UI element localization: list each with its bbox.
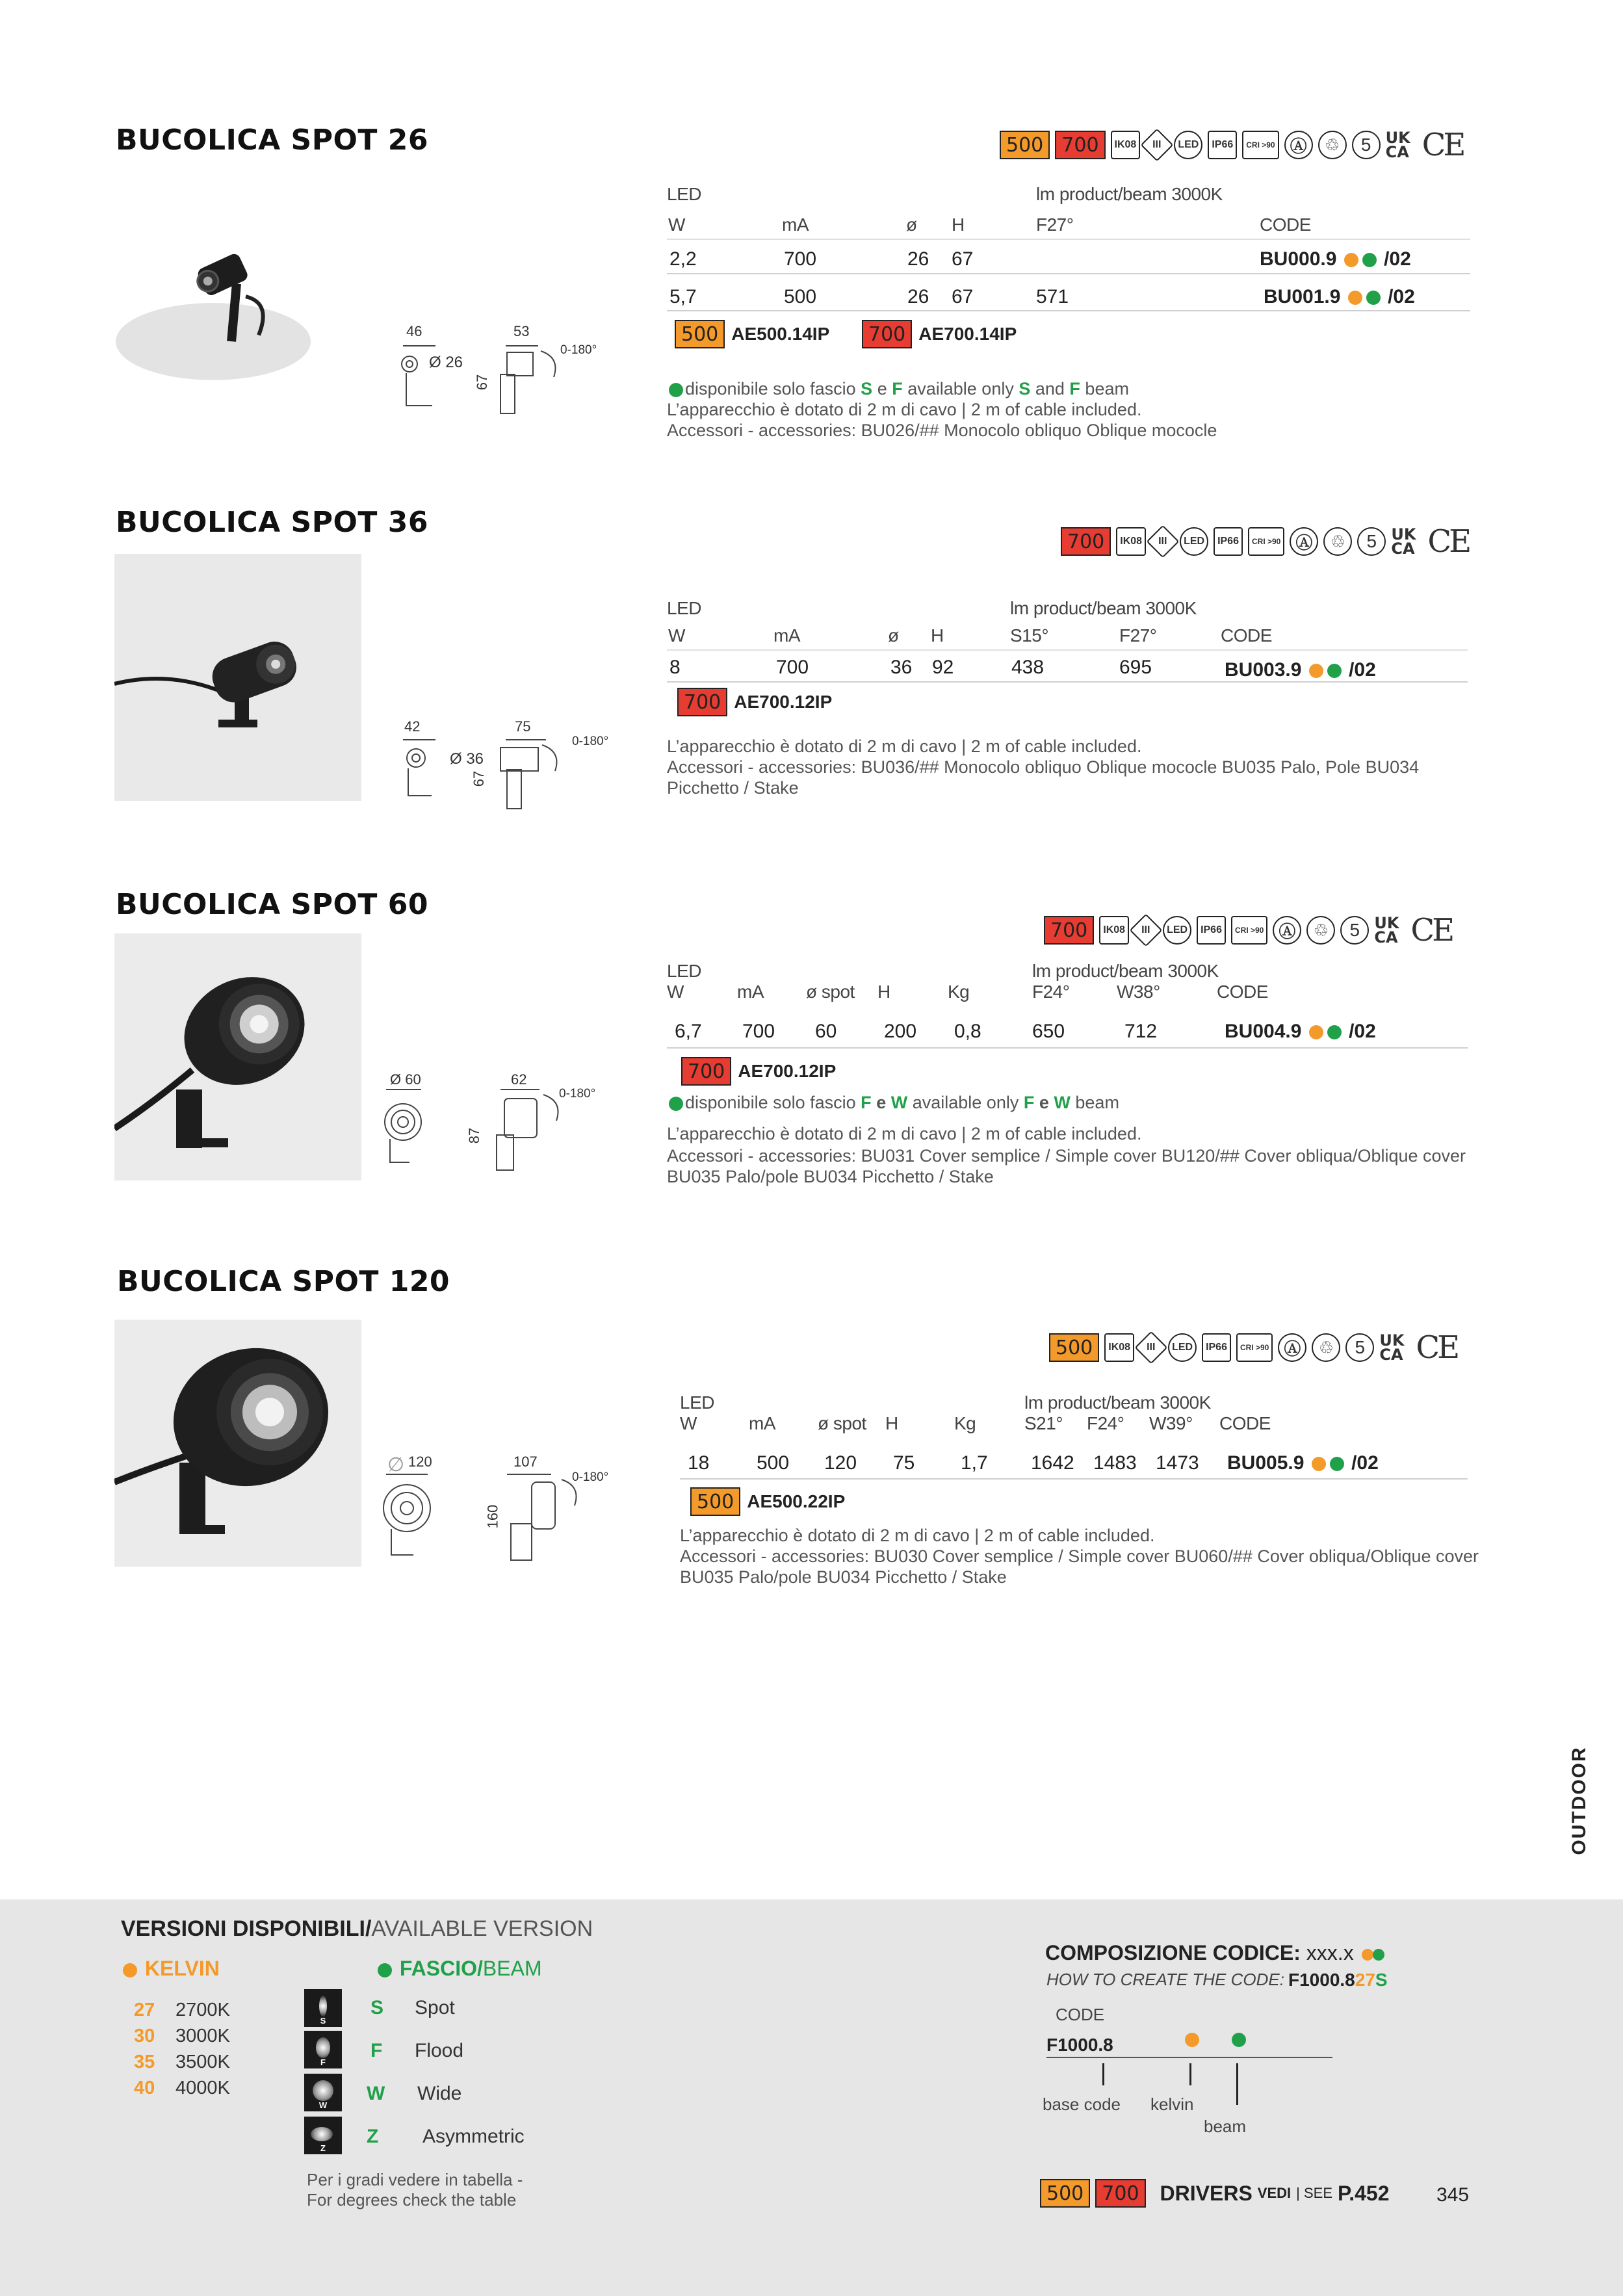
driver-badge-700: 700 <box>1095 2179 1145 2208</box>
warranty-5-icon: 5 <box>1340 916 1369 945</box>
cable-note: L’apparecchio è dotato di 2 m di cavo | 2 m of cable included. <box>667 737 1142 756</box>
dim-d: 160 <box>484 1504 501 1529</box>
beam-dot <box>1327 1025 1342 1039</box>
recycle-icon: ♲ <box>1312 1333 1340 1362</box>
driver-code: 700 AE700.12IP <box>677 688 832 716</box>
cell-f27: 695 <box>1119 657 1152 678</box>
beam-item: W Wide <box>367 2083 462 2104</box>
base-code-tick <box>1102 2063 1104 2085</box>
col-h: H <box>931 625 944 646</box>
cell-ma: 500 <box>784 286 817 307</box>
dim-a: 46 <box>406 323 422 339</box>
accessories-note-cont: BU035 Palo/pole BU034 Picchetto / Stake <box>667 1167 994 1186</box>
accessories-note: Accessori - accessories: BU031 Cover semplice / Simple cover BU120/## Cover obliqua/Oblique cover <box>667 1146 1466 1166</box>
kelvin-item: 40 4000K <box>134 2078 230 2098</box>
led-icon: LED <box>1174 131 1202 159</box>
product-photo <box>114 554 361 801</box>
cell-diameter: 26 <box>907 286 929 307</box>
ik08-icon: IK08 <box>1099 916 1129 945</box>
cell-s21: 1642 <box>1031 1452 1074 1474</box>
col-h: H <box>952 215 965 235</box>
col-code: CODE <box>1219 1413 1271 1433</box>
col-h: H <box>877 982 890 1002</box>
accessories-note: Accessori - accessories: BU036/## Monocolo obliquo Oblique mococle BU035 Palo, Pole BU034 <box>667 757 1420 777</box>
ukca-icon: UK CA <box>1391 525 1416 558</box>
col-w: W <box>668 625 685 646</box>
dimension-drawing <box>390 715 611 832</box>
beam-tick <box>1236 2063 1238 2105</box>
class-iii-icon: III <box>1135 1331 1168 1364</box>
spec-badges <box>1049 1330 1457 1365</box>
cell-diameter: 36 <box>890 657 913 678</box>
beam-dot <box>669 1097 683 1111</box>
warranty-5-icon: 5 <box>1345 1333 1374 1362</box>
energy-a-icon: Ⓐ <box>1290 527 1318 556</box>
row-rule <box>680 1478 1468 1480</box>
col-ma: mA <box>749 1413 775 1433</box>
kelvin-caption: kelvin <box>1150 2094 1194 2114</box>
col-w38: W38° <box>1117 982 1160 1002</box>
kelvin-heading: KELVIN <box>121 1957 220 1981</box>
beam-flood-swatch: F <box>304 2031 342 2068</box>
beam-item: Z Asymmetric <box>367 2126 525 2147</box>
product-title: BUCOLICA SPOT 26 <box>116 124 428 157</box>
kelvin-dot <box>1185 2033 1199 2047</box>
cell-s15: 438 <box>1011 657 1045 678</box>
ce-icon: CE <box>1427 523 1470 560</box>
how-to-label: HOW TO CREATE THE CODE: <box>1046 1970 1284 1989</box>
cri-icon: CRI >90 <box>1231 916 1267 945</box>
cell-w38: 712 <box>1124 1021 1158 1042</box>
ik08-icon: IK08 <box>1104 1333 1134 1362</box>
accessories-note: Accessori - accessories: BU026/## Monocolo obliquo Oblique mococle <box>667 421 1217 440</box>
beam-dot <box>378 1963 392 1977</box>
dim-b: 62 <box>511 1071 527 1088</box>
beam-dot <box>1327 664 1342 678</box>
spec-badges <box>1000 127 1463 163</box>
kelvin-dot <box>1309 1025 1323 1039</box>
beam-dot <box>1330 1457 1344 1471</box>
cell-h: 67 <box>952 286 974 307</box>
accessories-note: Accessori - accessories: BU030 Cover semplice / Simple cover BU060/## Cover obliqua/Oblique cover <box>680 1546 1479 1566</box>
row-rule <box>667 1047 1468 1049</box>
kelvin-dot <box>1309 664 1323 678</box>
code-underline <box>1046 2057 1332 2058</box>
cell-code: BU003.9 /02 <box>1225 659 1376 681</box>
dim-a: 120 <box>408 1454 432 1470</box>
cable-note: L’apparecchio è dotato di 2 m di cavo | 2 m of cable included. <box>667 1124 1142 1143</box>
ce-icon: CE <box>1416 1329 1458 1366</box>
cell-diameter-spot: 60 <box>815 1021 837 1042</box>
product-photo <box>116 181 363 425</box>
dim-c: Ø 36 <box>450 750 484 768</box>
warranty-5-icon: 5 <box>1352 131 1381 159</box>
beam-availability-note: disponibile solo fascio S e F available only S and F beam <box>667 378 1129 400</box>
beam-wide-swatch: W <box>304 2074 342 2111</box>
dim-a-icon-diameter: ∅ <box>387 1454 405 1476</box>
cell-h: 92 <box>932 657 954 678</box>
beam-item: S Spot <box>370 1997 455 2018</box>
cell-code: BU005.9 /02 <box>1227 1452 1379 1474</box>
recycle-icon: ♲ <box>1318 131 1347 159</box>
cell-ma: 500 <box>757 1452 790 1474</box>
example-code: F1000.827S <box>1288 1970 1388 1990</box>
dim-d: 67 <box>471 770 487 787</box>
row-rule <box>667 273 1470 274</box>
ukca-icon: UK CA <box>1385 129 1410 161</box>
ukca-icon: UK CA <box>1374 914 1399 946</box>
dim-d: 87 <box>466 1127 483 1144</box>
col-diameter: ø <box>888 625 899 646</box>
dim-b: 53 <box>513 323 530 339</box>
cell-f27: 571 <box>1036 286 1069 307</box>
beam-asymmetric-swatch: Z <box>304 2117 342 2154</box>
dim-e: 0-180° <box>560 343 597 357</box>
cell-diameter-spot: 120 <box>824 1452 857 1474</box>
recycle-icon: ♲ <box>1306 916 1335 945</box>
driver-badge-500: 500 <box>1000 131 1050 159</box>
col-code: CODE <box>1260 215 1311 235</box>
col-f27: F27° <box>1036 215 1074 235</box>
ip66-icon: IP66 <box>1208 131 1237 159</box>
beam-dot <box>1373 1949 1384 1961</box>
col-h: H <box>885 1413 898 1433</box>
class-iii-icon: III <box>1147 525 1180 558</box>
cell-w39: 1473 <box>1156 1452 1199 1474</box>
col-kg: Kg <box>948 982 970 1002</box>
kelvin-dot <box>123 1963 137 1977</box>
lumen-group-header: lm product/beam 3000K <box>1036 184 1223 204</box>
dim-b: 107 <box>513 1454 538 1470</box>
product-title: BUCOLICA SPOT 60 <box>116 888 428 921</box>
dim-d: 67 <box>474 374 491 391</box>
col-f27: F27° <box>1119 625 1157 646</box>
ce-icon: CE <box>1422 127 1464 163</box>
dim-b: 75 <box>515 718 531 735</box>
beam-dot <box>669 383 683 397</box>
cell-ma: 700 <box>742 1021 775 1042</box>
cell-w: 8 <box>669 657 681 678</box>
cell-w: 5,7 <box>669 286 697 307</box>
composition-title: COMPOSIZIONE CODICE: xxx.x <box>1045 1941 1386 1965</box>
cell-h: 67 <box>952 248 974 270</box>
col-code: CODE <box>1217 982 1268 1002</box>
page-reference-link[interactable]: P.452 <box>1338 2181 1390 2205</box>
driver-badge-500: 500 <box>1040 2179 1090 2208</box>
cable-note: L’apparecchio è dotato di 2 m di cavo | 2 m of cable included. <box>680 1526 1155 1545</box>
col-ma: mA <box>773 625 800 646</box>
col-ma: mA <box>737 982 764 1002</box>
cell-ma: 700 <box>784 248 817 270</box>
product-title: BUCOLICA SPOT 120 <box>117 1265 450 1298</box>
cell-w: 6,7 <box>675 1021 702 1042</box>
beam-caption: beam <box>1204 2117 1247 2136</box>
driver-badge-700: 700 <box>1044 916 1094 945</box>
energy-a-icon: Ⓐ <box>1273 916 1301 945</box>
col-ma: mA <box>782 215 809 235</box>
cable-note: L’apparecchio è dotato di 2 m di cavo | 2 m of cable included. <box>667 400 1142 419</box>
lumen-group-header: lm product/beam 3000K <box>1010 598 1197 618</box>
col-w: W <box>680 1413 697 1433</box>
ik08-icon: IK08 <box>1111 131 1141 159</box>
spec-badges <box>1061 524 1469 559</box>
cell-code: BU004.9 /02 <box>1225 1021 1376 1042</box>
col-f24: F24° <box>1087 1413 1124 1433</box>
beam-spot-swatch: S <box>304 1989 342 2027</box>
cell-h: 200 <box>884 1021 917 1042</box>
cell-f24: 650 <box>1032 1021 1065 1042</box>
beam-heading: FASCIO/BEAM <box>376 1957 542 1981</box>
col-code: CODE <box>1221 625 1272 646</box>
product-photo <box>114 933 361 1181</box>
cell-h: 75 <box>893 1452 915 1474</box>
ik08-icon: IK08 <box>1116 527 1146 556</box>
col-s15: S15° <box>1010 625 1049 646</box>
energy-a-icon: Ⓐ <box>1284 131 1313 159</box>
col-diameter-spot: ø spot <box>806 982 855 1002</box>
col-w39: W39° <box>1149 1413 1193 1433</box>
ip66-icon: IP66 <box>1202 1333 1231 1362</box>
col-diameter-spot: ø spot <box>818 1413 866 1433</box>
kelvin-list <box>134 1997 230 2101</box>
accessories-note-cont: Picchetto / Stake <box>667 778 799 798</box>
page-number: 345 <box>1436 2184 1470 2206</box>
led-icon: LED <box>1180 527 1208 556</box>
beam-dot <box>1232 2033 1246 2047</box>
cell-code: BU000.9 /02 <box>1260 248 1411 270</box>
lumen-group-header: lm product/beam 3000K <box>1032 961 1219 981</box>
product-title: BUCOLICA SPOT 36 <box>116 506 428 539</box>
beam-item: F Flood <box>370 2040 464 2061</box>
col-w: W <box>668 215 685 235</box>
driver-code: 500 AE500.14IP <box>675 320 829 348</box>
cri-icon: CRI >90 <box>1236 1333 1273 1362</box>
driver-badge-700: 700 <box>1061 527 1111 556</box>
spec-badges <box>1044 913 1452 948</box>
recycle-icon: ♲ <box>1323 527 1352 556</box>
led-label: LED <box>667 961 701 981</box>
col-s21: S21° <box>1024 1413 1063 1433</box>
led-icon: LED <box>1168 1333 1197 1362</box>
drivers-reference: 500 700 DRIVERS VEDI | SEE P.452 <box>1040 2179 1390 2208</box>
cell-w: 18 <box>688 1452 710 1474</box>
cell-ma: 700 <box>776 657 809 678</box>
ce-icon: CE <box>1410 912 1453 948</box>
kelvin-item: 27 2700K <box>134 2000 230 2020</box>
cell-kg: 1,7 <box>961 1452 988 1474</box>
dim-a: Ø 60 <box>390 1071 421 1088</box>
section-side-label: OUTDOOR <box>1568 1746 1590 1855</box>
cell-w: 2,2 <box>669 248 697 270</box>
cell-diameter: 26 <box>907 248 929 270</box>
product-photo <box>114 1320 361 1567</box>
dim-e: 0-180° <box>572 1470 609 1484</box>
table-header-rule <box>667 649 1468 651</box>
led-label: LED <box>680 1392 714 1413</box>
driver-code: 500 AE500.22IP <box>690 1487 845 1516</box>
warranty-5-icon: 5 <box>1357 527 1386 556</box>
dim-e: 0-180° <box>572 735 609 748</box>
class-iii-icon: III <box>1130 914 1163 947</box>
table-header-rule <box>667 239 1470 240</box>
ukca-icon: UK CA <box>1379 1331 1405 1364</box>
col-w: W <box>667 982 684 1002</box>
dimension-drawing <box>390 312 611 423</box>
dim-c: Ø 26 <box>429 354 463 371</box>
driver-code: 700 AE700.14IP <box>862 320 1017 348</box>
cri-icon: CRI >90 <box>1242 131 1279 159</box>
kelvin-tick <box>1189 2063 1191 2085</box>
row-rule <box>667 310 1470 311</box>
kelvin-item: 30 3000K <box>134 2026 230 2046</box>
beam-dot <box>1366 291 1381 305</box>
degrees-note: Per i gradi vedere in tabella - For degrees check the table <box>307 2170 523 2210</box>
versions-title: VERSIONI DISPONIBILI/AVAILABLE VERSION <box>121 1916 593 1941</box>
dim-a: 42 <box>404 718 421 735</box>
led-label: LED <box>667 598 701 618</box>
cri-icon: CRI >90 <box>1248 527 1284 556</box>
col-diameter: ø <box>906 215 917 235</box>
class-iii-icon: III <box>1141 129 1174 162</box>
kelvin-dot <box>1362 1949 1373 1961</box>
lumen-group-header: lm product/beam 3000K <box>1024 1392 1211 1413</box>
beam-availability-note: disponibile solo fascio F e W available only F e W beam <box>667 1092 1119 1114</box>
row-rule <box>667 681 1468 683</box>
cell-kg: 0,8 <box>954 1021 981 1042</box>
kelvin-dot <box>1344 253 1358 267</box>
base-code-caption: base code <box>1043 2094 1121 2114</box>
col-kg: Kg <box>954 1413 976 1433</box>
driver-badge-700: 700 <box>1055 131 1105 159</box>
energy-a-icon: Ⓐ <box>1278 1333 1306 1362</box>
beam-dot <box>1362 253 1377 267</box>
cell-code: BU001.9 /02 <box>1264 286 1415 307</box>
code-value: F1000.8 <box>1046 2035 1113 2055</box>
driver-code: 700 AE700.12IP <box>681 1057 836 1086</box>
col-f24: F24° <box>1032 982 1070 1002</box>
driver-badge-500: 500 <box>1049 1333 1099 1362</box>
led-label: LED <box>667 184 701 204</box>
kelvin-dot <box>1312 1457 1326 1471</box>
kelvin-dot <box>1348 291 1362 305</box>
accessories-note-cont: BU035 Palo/pole BU034 Picchetto / Stake <box>680 1567 1007 1587</box>
ip66-icon: IP66 <box>1214 527 1243 556</box>
dim-e: 0-180° <box>559 1087 596 1101</box>
ip66-icon: IP66 <box>1197 916 1226 945</box>
code-label: CODE <box>1056 2005 1105 2024</box>
kelvin-item: 35 3500K <box>134 2052 230 2072</box>
cell-f24: 1483 <box>1093 1452 1137 1474</box>
led-icon: LED <box>1163 916 1191 945</box>
